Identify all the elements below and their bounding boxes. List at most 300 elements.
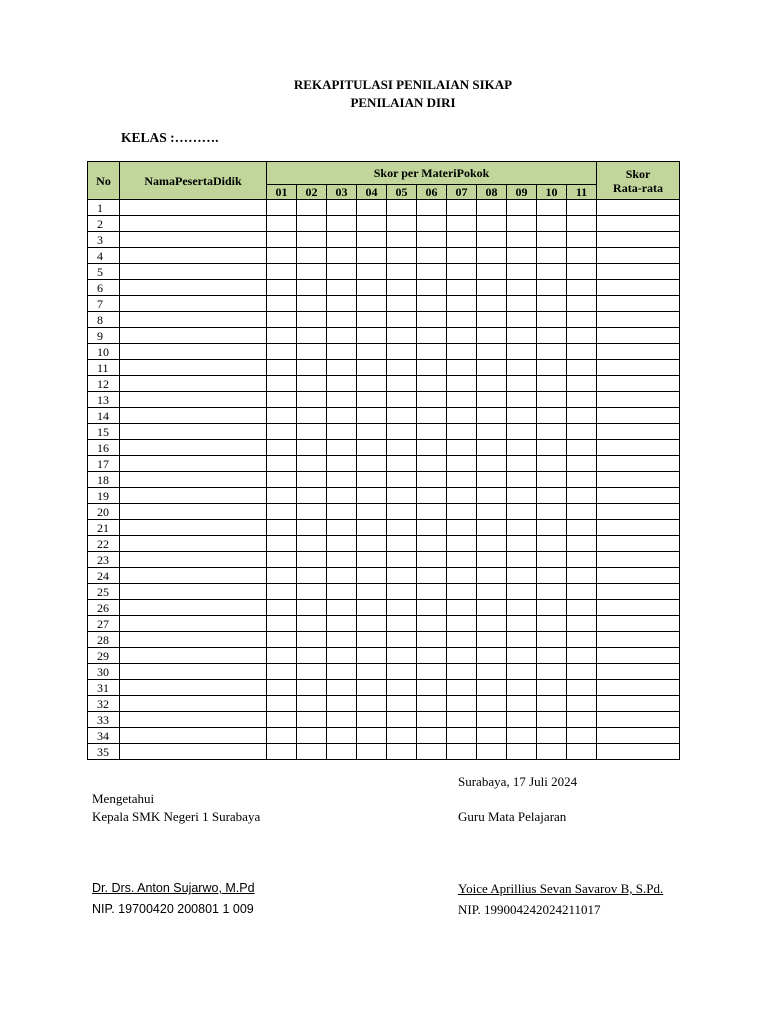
score-cell: [537, 440, 567, 456]
score-cell: [507, 392, 537, 408]
score-cell: [387, 264, 417, 280]
table-row: [88, 296, 680, 312]
average-cell: [597, 472, 680, 488]
header-no: No: [88, 162, 120, 200]
score-cell: [567, 552, 597, 568]
score-cell: [537, 680, 567, 696]
score-cell: [507, 616, 537, 632]
student-name-cell: [120, 648, 267, 664]
average-cell: [597, 264, 680, 280]
score-cell: [537, 216, 567, 232]
score-cell: [567, 520, 597, 536]
score-cell: [507, 568, 537, 584]
score-cell: [507, 552, 537, 568]
score-cell: [507, 472, 537, 488]
score-cell: [477, 280, 507, 296]
row-number: 18: [88, 472, 120, 488]
score-cell: [267, 408, 297, 424]
student-name-cell: [120, 248, 267, 264]
score-cell: [327, 360, 357, 376]
score-cell: [567, 584, 597, 600]
score-cell: [507, 456, 537, 472]
score-cell: [297, 376, 327, 392]
right-signatory-role: Guru Mata Pelajaran: [458, 809, 567, 824]
score-cell: [477, 216, 507, 232]
student-name-cell: [120, 456, 267, 472]
row-number: 15: [88, 424, 120, 440]
score-cell: [297, 424, 327, 440]
score-cell: [447, 376, 477, 392]
score-cell: [357, 600, 387, 616]
row-number: 27: [88, 616, 120, 632]
score-cell: [327, 424, 357, 440]
average-cell: [597, 696, 680, 712]
header-materi: 02: [297, 185, 327, 200]
score-cell: [447, 424, 477, 440]
score-cell: [537, 456, 567, 472]
score-cell: [447, 728, 477, 744]
student-name-cell: [120, 200, 267, 216]
score-cell: [357, 216, 387, 232]
score-cell: [507, 216, 537, 232]
row-number: 19: [88, 488, 120, 504]
score-cell: [417, 568, 447, 584]
header-average: [597, 162, 680, 200]
score-cell: [297, 408, 327, 424]
row-number: 32: [88, 696, 120, 712]
student-name-cell: [120, 280, 267, 296]
average-cell: [597, 424, 680, 440]
score-cell: [447, 472, 477, 488]
score-cell: [387, 344, 417, 360]
score-cell: [387, 440, 417, 456]
average-cell: [597, 488, 680, 504]
score-cell: [447, 520, 477, 536]
score-cell: [537, 296, 567, 312]
score-cell: [297, 200, 327, 216]
score-cell: [477, 376, 507, 392]
score-cell: [477, 744, 507, 760]
average-cell: [597, 392, 680, 408]
score-cell: [387, 696, 417, 712]
score-cell: [567, 712, 597, 728]
score-cell: [417, 744, 447, 760]
table-row: [88, 744, 680, 760]
student-name-cell: [120, 536, 267, 552]
score-cell: [537, 616, 567, 632]
student-name-cell: [120, 312, 267, 328]
document-title: REKAPITULASI PENILAIAN SIKAP: [293, 77, 513, 92]
row-number: 12: [88, 376, 120, 392]
score-cell: [417, 360, 447, 376]
score-cell: [357, 584, 387, 600]
score-cell: [327, 648, 357, 664]
score-cell: [417, 536, 447, 552]
average-cell: [597, 648, 680, 664]
score-cell: [297, 472, 327, 488]
score-cell: [297, 632, 327, 648]
score-cell: [567, 440, 597, 456]
score-cell: [447, 232, 477, 248]
score-cell: [477, 712, 507, 728]
score-cell: [537, 552, 567, 568]
score-cell: [387, 520, 417, 536]
average-cell: [597, 296, 680, 312]
score-cell: [417, 280, 447, 296]
table-row: [88, 360, 680, 376]
table-row: [88, 648, 680, 664]
student-name-cell: [120, 488, 267, 504]
score-cell: [297, 488, 327, 504]
student-name-cell: [120, 728, 267, 744]
row-number: 3: [88, 232, 120, 248]
score-cell: [507, 536, 537, 552]
score-cell: [447, 600, 477, 616]
score-cell: [417, 200, 447, 216]
row-number: 25: [88, 584, 120, 600]
score-cell: [417, 680, 447, 696]
score-cell: [477, 568, 507, 584]
score-cell: [267, 600, 297, 616]
score-cell: [447, 696, 477, 712]
score-cell: [447, 568, 477, 584]
table-row: [88, 232, 680, 248]
score-cell: [567, 744, 597, 760]
table-row: [88, 680, 680, 696]
row-number: 17: [88, 456, 120, 472]
score-cell: [357, 744, 387, 760]
average-cell: [597, 248, 680, 264]
score-cell: [507, 408, 537, 424]
score-cell: [267, 568, 297, 584]
score-cell: [297, 296, 327, 312]
score-cell: [567, 232, 597, 248]
score-cell: [417, 344, 447, 360]
header-materi: 11: [567, 185, 597, 200]
score-cell: [357, 456, 387, 472]
left-signatory-nip: NIP. 19700420 200801 1 009: [92, 902, 254, 916]
score-cell: [417, 312, 447, 328]
score-cell: [417, 264, 447, 280]
row-number: 5: [88, 264, 120, 280]
score-cell: [537, 712, 567, 728]
score-cell: [417, 216, 447, 232]
average-cell: [597, 408, 680, 424]
score-cell: [267, 424, 297, 440]
score-cell: [447, 360, 477, 376]
score-cell: [327, 408, 357, 424]
score-cell: [447, 664, 477, 680]
average-cell: [597, 712, 680, 728]
student-name-cell: [120, 232, 267, 248]
score-cell: [357, 408, 387, 424]
row-number: 33: [88, 712, 120, 728]
score-cell: [477, 408, 507, 424]
score-cell: [447, 296, 477, 312]
score-cell: [537, 520, 567, 536]
average-cell: [597, 440, 680, 456]
score-cell: [357, 200, 387, 216]
score-cell: [327, 728, 357, 744]
score-cell: [507, 344, 537, 360]
student-name-cell: [120, 376, 267, 392]
header-materi: 06: [417, 185, 447, 200]
score-cell: [477, 424, 507, 440]
score-cell: [387, 424, 417, 440]
score-cell: [507, 712, 537, 728]
table-row: [88, 248, 680, 264]
score-cell: [327, 392, 357, 408]
score-cell: [417, 232, 447, 248]
score-cell: [297, 664, 327, 680]
score-cell: [297, 744, 327, 760]
row-number: 16: [88, 440, 120, 456]
row-number: 11: [88, 360, 120, 376]
score-cell: [477, 680, 507, 696]
score-cell: [327, 600, 357, 616]
rekap-table: [87, 161, 680, 760]
score-cell: [417, 600, 447, 616]
score-cell: [297, 568, 327, 584]
score-cell: [387, 648, 417, 664]
table-row: [88, 312, 680, 328]
score-cell: [417, 456, 447, 472]
student-name-cell: [120, 440, 267, 456]
header-average-line2: Rata-rata: [613, 180, 664, 195]
score-cell: [357, 680, 387, 696]
right-signatory-name: Yoice Aprillius Sevan Savarov B, S.Pd.: [458, 881, 664, 896]
student-name-cell: [120, 664, 267, 680]
score-cell: [567, 328, 597, 344]
score-cell: [417, 552, 447, 568]
average-cell: [597, 504, 680, 520]
average-cell: [597, 520, 680, 536]
table-row: [88, 344, 680, 360]
score-cell: [507, 264, 537, 280]
row-number: 21: [88, 520, 120, 536]
score-cell: [477, 232, 507, 248]
student-name-cell: [120, 472, 267, 488]
score-cell: [267, 200, 297, 216]
score-cell: [327, 520, 357, 536]
score-cell: [447, 680, 477, 696]
header-materi: 08: [477, 185, 507, 200]
score-cell: [417, 696, 447, 712]
table-row: [88, 616, 680, 632]
score-cell: [567, 360, 597, 376]
average-cell: [597, 216, 680, 232]
score-cell: [567, 280, 597, 296]
score-cell: [537, 200, 567, 216]
score-cell: [387, 584, 417, 600]
average-cell: [597, 312, 680, 328]
score-cell: [477, 248, 507, 264]
score-cell: [387, 632, 417, 648]
left-signatory-role: Kepala SMK Negeri 1 Surabaya: [92, 809, 261, 824]
row-number: 35: [88, 744, 120, 760]
score-cell: [327, 456, 357, 472]
score-cell: [447, 616, 477, 632]
score-cell: [297, 520, 327, 536]
score-cell: [297, 616, 327, 632]
score-cell: [267, 296, 297, 312]
table-row: [88, 632, 680, 648]
score-cell: [567, 536, 597, 552]
row-number: 9: [88, 328, 120, 344]
score-cell: [327, 488, 357, 504]
mengetahui-label: Mengetahui: [92, 791, 155, 806]
student-name-cell: [120, 616, 267, 632]
score-cell: [357, 488, 387, 504]
table-row: [88, 712, 680, 728]
score-cell: [297, 248, 327, 264]
score-cell: [267, 664, 297, 680]
score-cell: [477, 648, 507, 664]
score-cell: [327, 264, 357, 280]
score-cell: [357, 536, 387, 552]
score-cell: [267, 632, 297, 648]
score-cell: [357, 568, 387, 584]
score-cell: [537, 536, 567, 552]
average-cell: [597, 744, 680, 760]
score-cell: [567, 600, 597, 616]
score-cell: [387, 472, 417, 488]
score-cell: [387, 728, 417, 744]
score-cell: [387, 504, 417, 520]
row-number: 22: [88, 536, 120, 552]
score-cell: [297, 728, 327, 744]
score-cell: [327, 680, 357, 696]
score-cell: [447, 392, 477, 408]
table-row: [88, 264, 680, 280]
score-cell: [417, 392, 447, 408]
score-cell: [267, 312, 297, 328]
score-cell: [267, 344, 297, 360]
score-cell: [417, 664, 447, 680]
score-cell: [477, 616, 507, 632]
row-number: 24: [88, 568, 120, 584]
score-cell: [417, 504, 447, 520]
student-name-cell: [120, 568, 267, 584]
row-number: 28: [88, 632, 120, 648]
score-cell: [537, 728, 567, 744]
average-cell: [597, 680, 680, 696]
score-cell: [267, 616, 297, 632]
student-name-cell: [120, 296, 267, 312]
table-row: [88, 280, 680, 296]
place-date: Surabaya, 17 Juli 2024: [458, 774, 578, 789]
score-cell: [447, 632, 477, 648]
score-cell: [327, 664, 357, 680]
table-row: [88, 584, 680, 600]
student-name-cell: [120, 696, 267, 712]
score-cell: [327, 216, 357, 232]
score-cell: [387, 232, 417, 248]
score-cell: [477, 584, 507, 600]
score-cell: [327, 296, 357, 312]
row-number: 2: [88, 216, 120, 232]
score-cell: [357, 472, 387, 488]
score-cell: [537, 312, 567, 328]
score-cell: [417, 728, 447, 744]
score-cell: [357, 344, 387, 360]
score-cell: [507, 696, 537, 712]
row-number: 31: [88, 680, 120, 696]
average-cell: [597, 328, 680, 344]
score-cell: [387, 712, 417, 728]
score-cell: [507, 376, 537, 392]
score-cell: [357, 504, 387, 520]
score-cell: [507, 312, 537, 328]
score-cell: [537, 632, 567, 648]
score-cell: [477, 632, 507, 648]
score-cell: [507, 680, 537, 696]
score-cell: [477, 312, 507, 328]
score-cell: [417, 296, 447, 312]
student-name-cell: [120, 600, 267, 616]
score-cell: [477, 440, 507, 456]
score-cell: [297, 312, 327, 328]
score-cell: [297, 392, 327, 408]
score-cell: [477, 696, 507, 712]
table-row: [88, 376, 680, 392]
student-name-cell: [120, 360, 267, 376]
score-cell: [267, 744, 297, 760]
score-cell: [357, 392, 387, 408]
score-cell: [327, 568, 357, 584]
score-cell: [477, 392, 507, 408]
score-cell: [327, 504, 357, 520]
score-cell: [507, 360, 537, 376]
score-cell: [537, 664, 567, 680]
score-cell: [387, 536, 417, 552]
average-cell: [597, 616, 680, 632]
score-cell: [297, 552, 327, 568]
score-cell: [567, 568, 597, 584]
row-number: 8: [88, 312, 120, 328]
header-materi: 07: [447, 185, 477, 200]
score-cell: [567, 312, 597, 328]
student-name-cell: [120, 744, 267, 760]
score-cell: [477, 328, 507, 344]
row-number: 26: [88, 600, 120, 616]
score-cell: [567, 248, 597, 264]
table-row: [88, 664, 680, 680]
row-number: 29: [88, 648, 120, 664]
score-cell: [447, 200, 477, 216]
score-cell: [267, 328, 297, 344]
header-average-line1: Skor: [625, 166, 651, 181]
score-cell: [387, 616, 417, 632]
score-cell: [417, 328, 447, 344]
average-cell: [597, 568, 680, 584]
score-cell: [297, 456, 327, 472]
score-cell: [537, 424, 567, 440]
score-cell: [507, 664, 537, 680]
score-cell: [447, 216, 477, 232]
average-cell: [597, 456, 680, 472]
average-cell: [597, 280, 680, 296]
student-name-cell: [120, 584, 267, 600]
score-cell: [327, 552, 357, 568]
table-row: [88, 472, 680, 488]
score-cell: [327, 376, 357, 392]
header-materi: 09: [507, 185, 537, 200]
score-cell: [447, 712, 477, 728]
score-cell: [357, 328, 387, 344]
score-cell: [537, 648, 567, 664]
score-cell: [267, 280, 297, 296]
